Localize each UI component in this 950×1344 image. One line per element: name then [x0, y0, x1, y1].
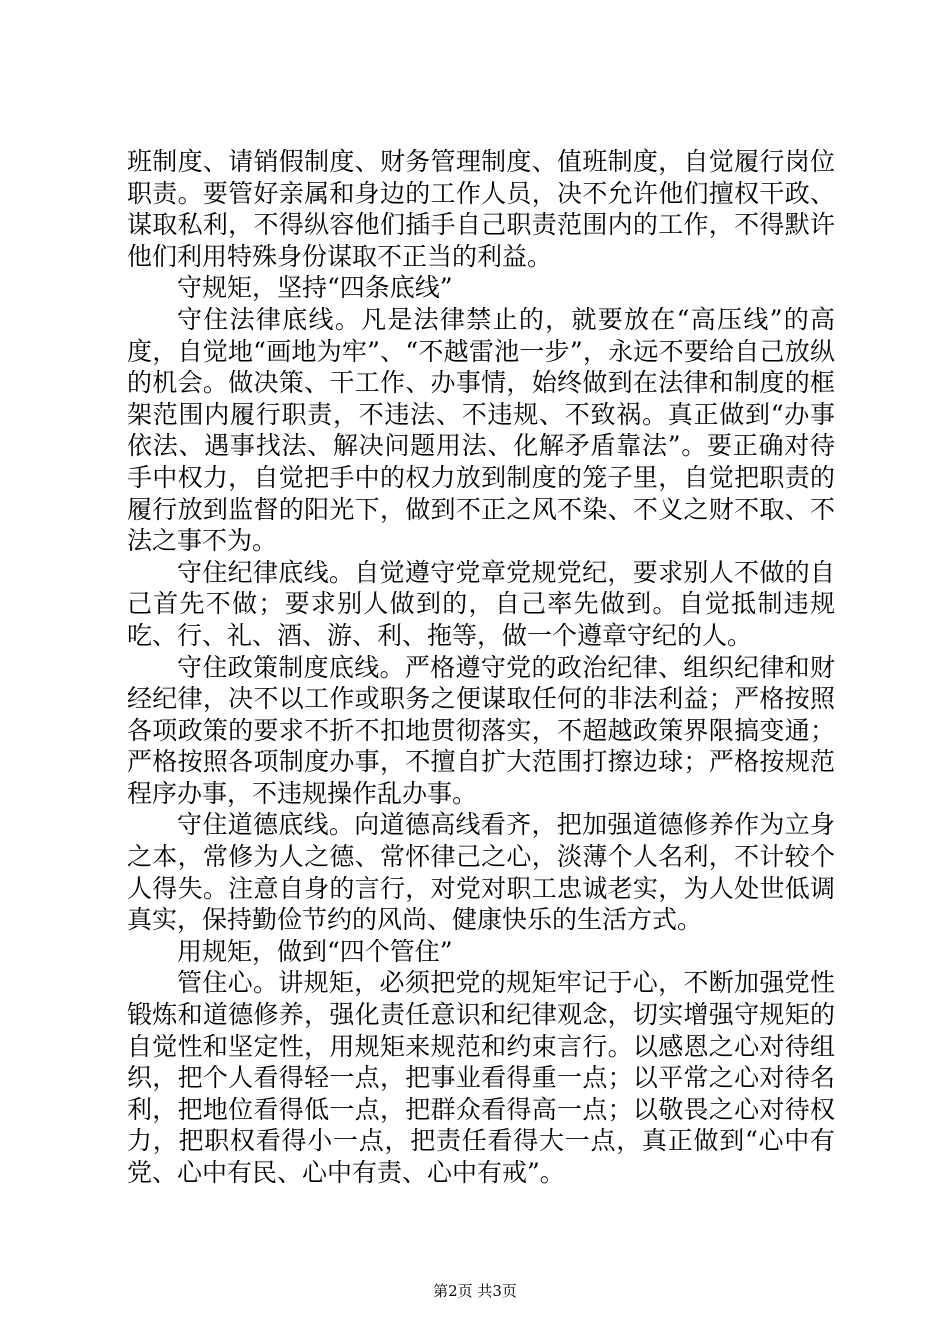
paragraph-discipline-bottom-line: 守住纪律底线。自觉遵守党章党规党纪，要求别人不做的自己首先不做；要求别人做到的，自己率先做到。自觉抵制违规吃、行、礼、酒、游、利、拖等，做一个遵章守纪的人。: [127, 557, 835, 650]
section-heading-four-controls: 用规矩，做到“四个管住”: [177, 936, 453, 966]
paragraph-moral-bottom-line: 守住道德底线。向道德高线看齐，把加强道德修养作为立身之本，常修为人之德、常怀律己之心，淡薄个人名利，不计较个人得失。注意自身的言行，对党对职工忠诚老实，为人处世低调真实，保持勤俭节约的风尚、健康快乐的生活方式。: [127, 810, 835, 935]
document-body: [127, 146, 835, 1189]
paragraph-policy-bottom-line: 守住政策制度底线。严格遵守党的政治纪律、组织纪律和财经纪律，决不以工作或职务之便谋取任何的非法利益；严格按照各项政策的要求不折不扣地贯彻落实，不超越政策界限搞变通；严格按照各项制度办事，不擅自扩大范围打擦边球；严格按规范程序办事，不违规操作乱办事。: [127, 652, 835, 808]
paragraph-continuation: 班制度、请销假制度、财务管理制度、值班制度，自觉履行岗位职责。要管好亲属和身边的工作人员，决不允许他们擅权干政、谋取私利，不得纵容他们插手自己职责范围内的工作，不得默许他们利用特殊身份谋取不正当的利益。: [127, 147, 835, 271]
paragraph-control-heart: 管住心。讲规矩，必须把党的规矩牢记于心，不断加强党性锻炼和道德修养，强化责任意识和纪律观念，切实增强守规矩的自觉性和坚定性，用规矩来规范和约束言行。以感恩之心对待组织，把个人看得轻一点，把事业看得重一点；以平常之心对待名利，把地位看得低一点，把群众看得高一点；以敬畏之心对待权力，把职权看得小一点，把责任看得大一点，真正做到“心中有党、心中有民、心中有责、心中有戒”。: [127, 968, 835, 1187]
section-heading-four-bottom-lines: 守规矩，坚持“四条底线”: [177, 273, 453, 303]
paragraph-law-bottom-line: 守住法律底线。凡是法律禁止的，就要放在“高压线”的高度，自觉地“画地为牢”、“不越雷池一步”，永远不要给自己放纵的机会。做决策、干工作、办事情，始终做到在法律和制度的框架范围内履行职责，不违法、不违规、不致祸。真正做到“办事依法、遇事找法、解决问题用法、化解矛盾靠法”。要正确对待手中权力，自觉把手中的权力放到制度的笼子里，自觉把职责的履行放到监督的阳光下，做到不正之风不染、不义之财不取、不法之事不为。: [127, 304, 835, 556]
page-footer: 第2页 共3页: [433, 1282, 517, 1300]
